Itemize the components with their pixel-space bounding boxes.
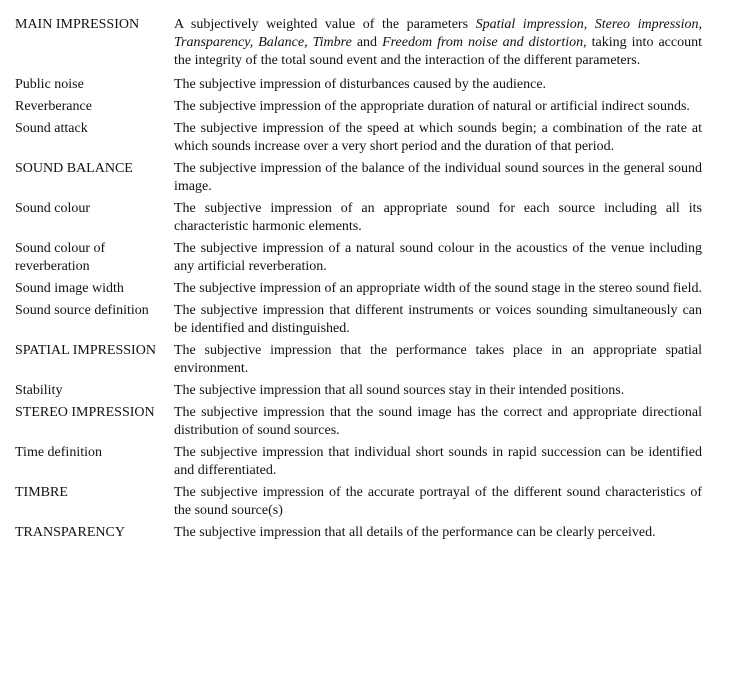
glossary-term: Sound source definition	[15, 303, 149, 318]
glossary-row	[0, 382, 732, 400]
glossary-row	[0, 200, 732, 236]
glossary-definition: The subjective impression that individual short sounds in rapid succession can be identified and differentiated.	[174, 445, 702, 478]
glossary-row	[0, 240, 732, 276]
glossary-term: MAIN IMPRESSION	[15, 17, 140, 32]
glossary-row	[0, 302, 732, 338]
glossary-term: TIMBRE	[15, 485, 68, 500]
glossary-definition: The subjective impression of a natural sound colour in the acoustics of the venue including any artificial reverberation.	[174, 241, 702, 274]
glossary-definition: The subjective impression of an appropriate sound for each source including all its characteristic harmonic elements.	[174, 201, 702, 234]
glossary-definition: The subjective impression that the sound image has the correct and appropriate directional distribution of sound sources.	[174, 405, 702, 438]
glossary-term: Sound image width	[15, 281, 124, 296]
glossary-term: Time definition	[15, 445, 102, 460]
glossary-definition: The subjective impression that the performance takes place in an appropriate spatial environment.	[174, 343, 702, 376]
glossary-row	[0, 444, 732, 480]
glossary-definition: The subjective impression of the appropriate duration of natural or artificial indirect sounds.	[174, 99, 690, 114]
glossary-definition: A subjectively weighted value of the parameters Spatial impression, Stereo impression, Transparency, Balance, Timbre and Freedom from noise and distortion, taking into account the integrity of the total sound event and the interaction of the different parameters.	[174, 17, 703, 68]
glossary-definition: The subjective impression that all details of the performance can be clearly perceived.	[174, 525, 656, 540]
glossary-row	[0, 16, 732, 70]
glossary-term: Public noise	[15, 77, 84, 92]
glossary-term: Stability	[15, 383, 63, 398]
glossary-row	[0, 160, 732, 196]
glossary-row	[0, 280, 732, 298]
glossary-definition: The subjective impression of the accurate portrayal of the different sound characteristics of the sound source(s)	[174, 485, 702, 518]
glossary-row	[0, 524, 732, 542]
glossary-table	[0, 16, 732, 542]
glossary-row	[0, 404, 732, 440]
glossary-row	[0, 484, 732, 520]
glossary-term: Sound attack	[15, 121, 88, 136]
glossary-definition: The subjective impression of the speed at which sounds begin; a combination of the rate at which sounds increase over a very short period and the duration of that period.	[174, 121, 702, 154]
glossary-definition: The subjective impression of disturbances caused by the audience.	[174, 77, 547, 92]
glossary-term: SOUND BALANCE	[15, 161, 133, 176]
glossary-term: Sound colour of reverberation	[15, 241, 106, 274]
glossary-row	[0, 98, 732, 116]
glossary-row	[0, 342, 732, 378]
glossary-definition: The subjective impression that all sound sources stay in their intended positions.	[174, 383, 625, 398]
glossary-row	[0, 120, 732, 156]
glossary-row	[0, 76, 732, 94]
glossary-definition: The subjective impression of an appropriate width of the sound stage in the stereo sound field.	[174, 281, 702, 296]
glossary-term: SPATIAL IMPRESSION	[15, 343, 156, 358]
glossary-definition: The subjective impression of the balance of the individual sound sources in the general sound image.	[174, 161, 702, 194]
glossary-term: TRANSPARENCY	[15, 525, 125, 540]
glossary-definition: The subjective impression that different instruments or voices sounding simultaneously can be identified and distinguished.	[174, 303, 702, 336]
glossary-term: STEREO IMPRESSION	[15, 405, 155, 420]
glossary-term: Reverberance	[15, 99, 92, 114]
glossary-term: Sound colour	[15, 201, 91, 216]
